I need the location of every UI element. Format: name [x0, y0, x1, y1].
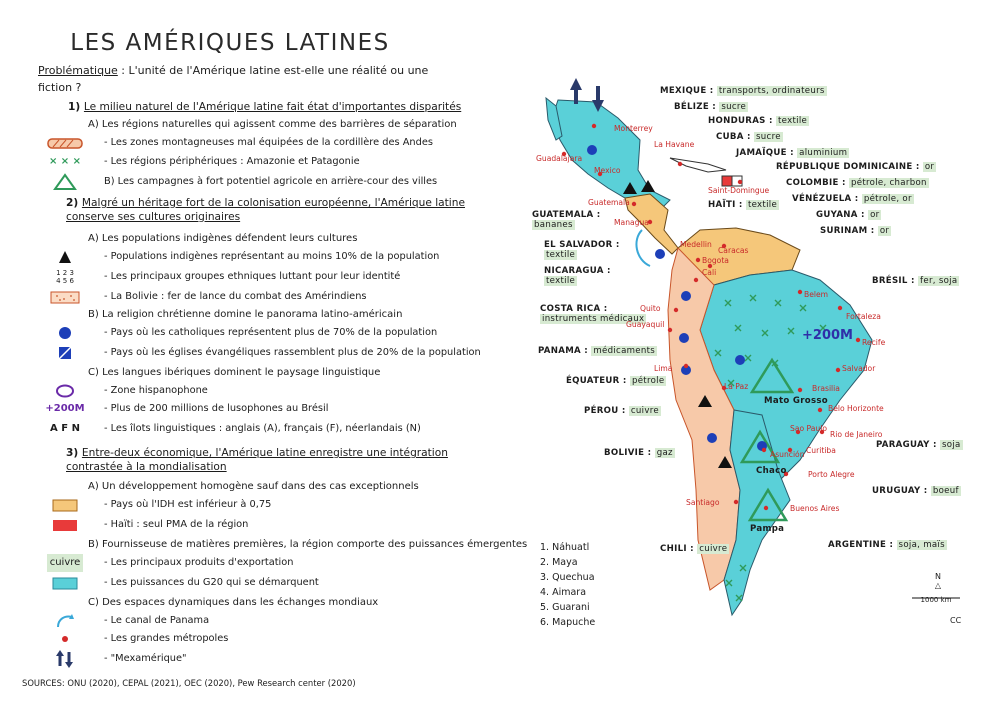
mountain-hatch-icon: [30, 134, 100, 152]
label-costa-rica: COSTA RICA : instruments médicaux: [540, 304, 645, 324]
label-belize: BÉLIZE : sucre: [674, 102, 747, 112]
label-el-salvador: EL SALVADOR : textile: [544, 240, 620, 260]
city-label: Mexico: [594, 166, 621, 175]
islands-symbol: A F N: [50, 423, 80, 434]
haiti-shape: [722, 176, 732, 186]
label-panama: PANAMA : médicaments: [538, 346, 656, 356]
north-arrow: N △: [934, 572, 942, 590]
label-rep-dom: RÉPUBLIQUE DOMINICAINE : or: [776, 162, 935, 172]
problematique-label: Problématique: [38, 64, 118, 77]
dotted-box-icon: [30, 288, 100, 306]
city-label: Monterrey: [614, 124, 653, 133]
label-bolivie: BOLIVIE : gaz: [604, 448, 673, 458]
label-honduras: HONDURAS : textile: [708, 116, 808, 126]
city-label: Rio de Janeiro: [830, 430, 883, 439]
problematique: [38, 62, 458, 96]
city-label: Sao Paulo: [790, 424, 827, 433]
city-label: Santiago: [686, 498, 720, 507]
city-label: Cali: [702, 268, 717, 277]
lusophone-symbol: +200M: [45, 403, 85, 414]
label-venezuela: VÉNÉZUELA : pétrole, or: [792, 194, 912, 204]
label-haiti: HAÏTI : textile: [708, 200, 778, 210]
city-label: Porto Alegre: [808, 470, 855, 479]
city-label: Buenos Aires: [790, 504, 840, 513]
subhead-3c: C) Des espaces dynamiques dans les échanges mondiaux: [88, 597, 379, 608]
city-label: Belo Horizonte: [828, 404, 884, 413]
ethnic-item: 2. Maya: [540, 557, 578, 568]
city-label: Caracas: [718, 246, 749, 255]
city-label: La Havane: [654, 140, 695, 149]
subhead-2c: C) Les langues ibériques dominent le paysage linguistique: [88, 367, 381, 378]
green-triangle-icon: [30, 173, 100, 191]
problematique-text: : L'unité de l'Amérique latine est-elle une réalité ou une fiction ?: [38, 64, 429, 94]
label-paraguay: PARAGUAY : soja: [876, 440, 961, 450]
label-surinam: SURINAM : or: [820, 226, 890, 236]
lusophone-map-label: +200M: [802, 328, 853, 343]
label-guyana: GUYANA : or: [816, 210, 880, 220]
city-label: Quito: [640, 304, 661, 313]
label-bresil: BRÉSIL : fer, soja: [872, 276, 958, 286]
label-colombie: COLOMBIE : pétrole, charbon: [786, 178, 927, 188]
section-3-title: 3) Entre-deux économique, l'Amérique latine enregistre une intégration contrastée à la mondialisation: [66, 447, 448, 473]
ethnic-numbers-icon: 1 2 3 4 5 6: [56, 269, 74, 285]
label-nicaragua: NICARAGUA : textile: [544, 266, 611, 286]
region-mato-grosso: Mato Grosso: [764, 396, 828, 406]
subhead-3b: B) Fournisseuse de matières premières, la région comporte des puissances émergentes: [88, 539, 528, 550]
city-label: Lima: [654, 364, 673, 373]
region-chaco: Chaco: [756, 466, 787, 476]
ethnic-item: 6. Mapuche: [540, 617, 596, 628]
ethnic-item: 4. Aimara: [540, 587, 587, 598]
red-box-icon: [30, 516, 100, 534]
city-label: Belem: [804, 290, 829, 299]
panama-canal-arrow: [636, 230, 650, 266]
label-uruguay: URUGUAY : boeuf: [872, 486, 959, 496]
red-dot-icon: [30, 630, 100, 648]
cyan-box-icon: [30, 574, 100, 592]
blue-square-icon: [30, 344, 100, 362]
city-label: Curitiba: [806, 446, 836, 455]
label-chili: CHILI : cuivre: [660, 544, 728, 554]
ethnic-item: 3. Quechua: [540, 572, 595, 583]
label-jamaique: JAMAÏQUE : aluminium: [736, 148, 848, 158]
black-triangle-icon: [30, 248, 100, 266]
city-label: Managua: [614, 218, 649, 227]
city-label: Fortaleza: [846, 312, 881, 321]
city-label: Guayaquil: [626, 320, 665, 329]
city-label: Medellin: [680, 240, 712, 249]
label-equateur: ÉQUATEUR : pétrole: [566, 376, 665, 386]
city-label: Guadalajara: [536, 154, 583, 163]
city-label: Asunción: [770, 450, 805, 459]
city-label: Bogota: [702, 256, 729, 265]
credit: CC: [950, 616, 962, 625]
ethnic-list: [540, 540, 595, 630]
curved-arrow-icon: [30, 612, 100, 630]
ethnic-item: 5. Guarani: [540, 602, 590, 613]
city-label: Guatemala: [588, 198, 630, 207]
section-2-title: 2) Malgré un héritage fort de la colonisation européenne, l'Amérique latine conserve ses cultures originaires: [66, 197, 465, 223]
subhead-2b: B) La religion chrétienne domine le panorama latino-américain: [88, 309, 403, 320]
city-label: La Paz: [724, 382, 749, 391]
blue-dot-icon: [30, 324, 100, 342]
orange-box-icon: [30, 496, 100, 514]
subhead-2a: A) Les populations indigènes défendent leurs cultures: [88, 233, 358, 244]
label-perou: PÉROU : cuivre: [584, 406, 659, 416]
label-cuba: CUBA : sucre: [716, 132, 781, 142]
purple-oval-icon: [30, 382, 100, 400]
label-mexique: MEXIQUE : transports, ordinateurs: [660, 86, 825, 96]
exports-symbol: cuivre: [30, 554, 100, 572]
page-title: LES AMÉRIQUES LATINES: [70, 30, 390, 56]
label-guatemala: GUATEMALA : bananes: [532, 210, 601, 230]
city-label: Recife: [862, 338, 886, 347]
ethnic-item: 1. Náhuatl: [540, 542, 590, 553]
city-label: Brasilia: [812, 384, 840, 393]
double-arrow-icon: [30, 650, 100, 668]
section-1-title: 1) Le milieu naturel de l'Amérique latine fait état d'importantes disparités: [68, 101, 462, 113]
subhead-1a: A) Les régions naturelles qui agissent comme des barrières de séparation: [88, 119, 457, 130]
green-cross-icon: × × ×: [48, 156, 82, 167]
city-label: Salvador: [842, 364, 876, 373]
subhead-3a: A) Un développement homogène sauf dans des cas exceptionnels: [88, 481, 419, 492]
scale-label: 1000 km: [920, 596, 952, 604]
sources: SOURCES: ONU (2020), CEPAL (2021), OEC (2020), Pew Research center (2020): [22, 678, 356, 688]
label-argentine: ARGENTINE : soja, maïs: [828, 540, 945, 550]
city-label: Saint-Domingue: [708, 186, 770, 195]
region-pampa: Pampa: [750, 524, 785, 534]
